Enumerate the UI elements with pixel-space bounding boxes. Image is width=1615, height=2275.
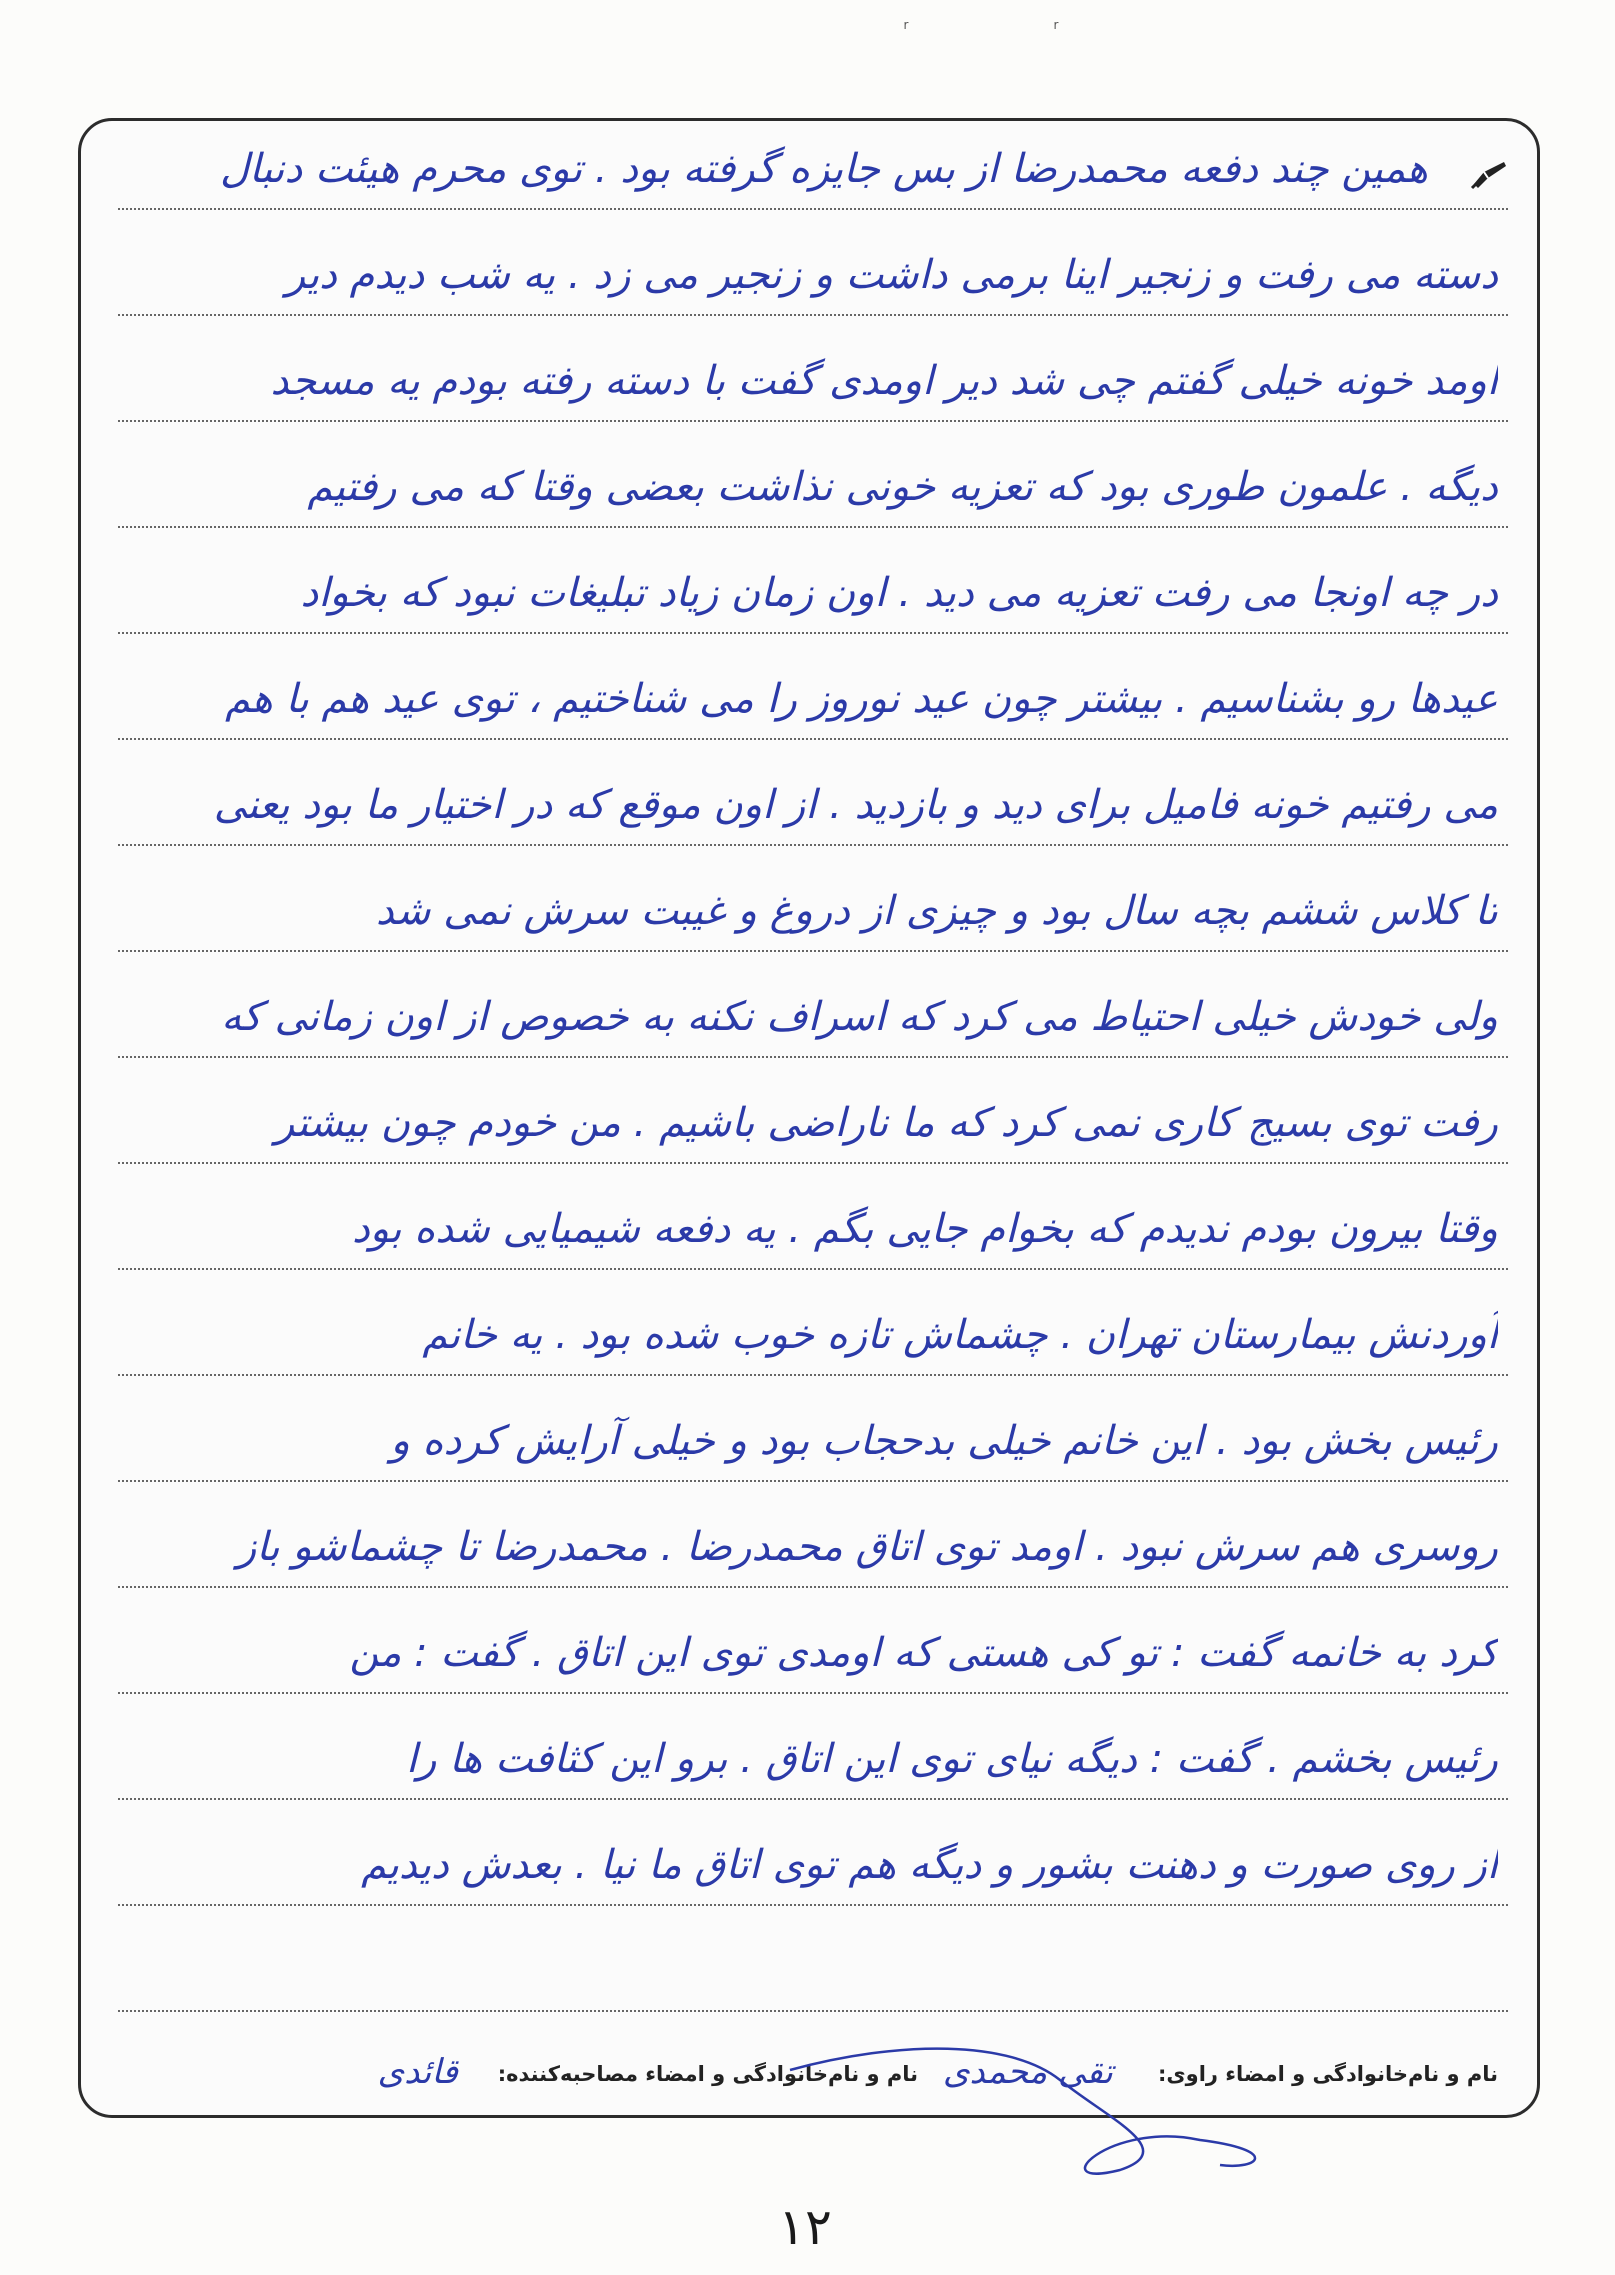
text-line <box>118 862 1508 952</box>
text-line <box>118 332 1508 422</box>
handwriting: آوردنش بیمارستان تهران . چشماش تازه خوب شده بود . یه خانم <box>422 1312 1498 1358</box>
text-line <box>118 1392 1508 1482</box>
text-line <box>118 1498 1508 1588</box>
handwriting: عیدها رو بشناسیم . بیشتر چون عید نوروز را می شناختیم ، توی عید هم با هم <box>225 676 1498 722</box>
signature-footer <box>118 2048 1498 2098</box>
handwriting: تا کلاس ششم بچه سال بود و چیزی از دروغ و غیبت سرش نمی شد <box>375 888 1498 934</box>
top-mark-right: r <box>1053 18 1059 32</box>
text-line <box>118 120 1508 210</box>
handwriting: رئیس بخشم . گفت : دیگه نیای توی این اتاق . برو این کثافت ها را <box>405 1736 1498 1782</box>
handwriting: اومد خونه خیلی گفتم چی شد دیر اومدی گفت با دسته رفته بودم یه مسجد <box>270 358 1498 404</box>
text-line <box>118 1922 1508 2012</box>
handwriting: از روی صورت و دهنت بشور و دیگه هم توی اتاق ما نیا . بعدش دیدیم <box>361 1842 1498 1888</box>
text-line <box>118 1180 1508 1270</box>
text-line <box>118 968 1508 1058</box>
interviewer-label: نام و نام‌خانوادگی و امضاء مصاحبه‌کننده: <box>497 2062 918 2086</box>
narrator-signature: تقی محمدی <box>942 2052 1113 2092</box>
text-line <box>118 756 1508 846</box>
text-line <box>118 544 1508 634</box>
text-line <box>118 1710 1508 1800</box>
handwriting: رفت توی بسیج کاری نمی کرد که ما ناراضی باشیم . من خودم چون بیشتر <box>275 1100 1498 1146</box>
text-line <box>118 1604 1508 1694</box>
handwriting: در چه اونجا می رفت تعزیه می دید . اون زمان زیاد تبلیغات نبود که بخواد <box>300 570 1498 616</box>
top-mark-left: r <box>903 18 909 32</box>
handwritten-lines <box>118 120 1508 2020</box>
handwriting: وقتا بیرون بودم ندیدم که بخوام جایی بگم . یه دفعه شیمیایی شده بود <box>351 1206 1498 1252</box>
narrator-label: نام و نام‌خانوادگی و امضاء راوی: <box>1158 2062 1498 2086</box>
handwriting: دیگه . علمون طوری بود که تعزیه خونی نذاشت بعضی وقتا که می رفتیم <box>307 464 1498 510</box>
text-line <box>118 1816 1508 1906</box>
handwriting: کرد به خانمه گفت : تو کی هستی که اومدی توی این اتاق . گفت : من <box>349 1630 1498 1676</box>
handwriting: می رفتیم خونه فامیل برای دید و بازدید . از اون موقع که در اختیار ما بود یعنی <box>213 782 1498 828</box>
handwriting: همین چند دفعه محمدرضا از بس جایزه گرفته بود . توی محرم هیئت دنبال <box>219 146 1428 192</box>
text-line <box>118 226 1508 316</box>
handwriting: ولی خودش خیلی احتیاط می کرد که اسراف نکنه به خصوص از اون زمانی که <box>221 994 1498 1040</box>
handwriting: روسری هم سرش نبود . اومد توی اتاق محمدرضا . محمدرضا تا چشماشو باز <box>236 1524 1498 1570</box>
interviewer-signature: قائدی <box>377 2052 458 2092</box>
handwriting: رئیس بخش بود . این خانم خیلی بدحجاب بود و خیلی آرایش کرده و <box>390 1418 1498 1464</box>
text-line <box>118 438 1508 528</box>
text-line <box>118 1286 1508 1376</box>
text-line <box>118 1074 1508 1164</box>
text-line <box>118 650 1508 740</box>
handwriting: دسته می رفت و زنجیر اینا برمی داشت و زنجیر می زد . یه شب دیدم دیر <box>285 252 1498 298</box>
page-number: ۱۲ <box>778 2198 832 2256</box>
